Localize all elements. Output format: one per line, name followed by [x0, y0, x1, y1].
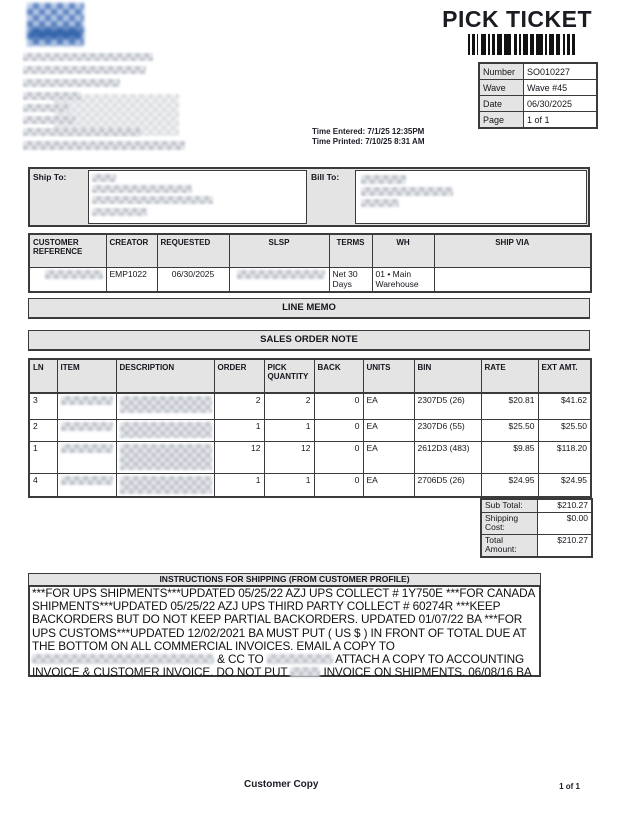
subtotal-label: Sub Total: [481, 499, 538, 512]
item-units: EA [363, 473, 414, 497]
terms-value: Net 30 Days [329, 268, 372, 293]
item-pick-qty: 12 [264, 441, 314, 473]
ship-to-label: Ship To: [33, 172, 67, 182]
col-customer-reference: CUSTOMER REFERENCE [29, 234, 106, 268]
col-description: DESCRIPTION [116, 359, 214, 393]
item-row [29, 441, 591, 473]
redacted-text [61, 476, 113, 485]
barcode [468, 34, 575, 55]
item-ext-amt: $41.62 [538, 393, 591, 419]
company-logo [27, 3, 84, 46]
item-pick-qty: 1 [264, 473, 314, 497]
requested-value: 06/30/2025 [157, 268, 229, 293]
item-ln: 1 [29, 441, 57, 473]
redacted-text [237, 270, 325, 279]
item-row [29, 393, 591, 419]
barcode-bar [504, 34, 511, 55]
item-ln: 4 [29, 473, 57, 497]
info-value-page: 1 of 1 [524, 112, 598, 129]
col-ln: LN [29, 359, 57, 393]
items-table [28, 358, 592, 498]
redacted-text [32, 654, 214, 664]
col-terms: TERMS [329, 234, 372, 268]
redacted-text [61, 422, 113, 431]
redacted-text [23, 53, 153, 61]
item-rate: $9.85 [481, 441, 538, 473]
barcode-bar [572, 34, 575, 55]
item-code-redacted [57, 419, 116, 441]
col-item: ITEM [57, 359, 116, 393]
slsp-value-redacted [229, 268, 329, 293]
item-order-qty: 2 [214, 393, 264, 419]
barcode-bar [536, 34, 543, 55]
info-value-number: SO010227 [524, 63, 598, 80]
ship-via-value [434, 268, 591, 293]
shipping-label: Shipping Cost: [481, 512, 538, 534]
redacted-text [120, 476, 212, 494]
order-header-table [28, 233, 592, 293]
item-units: EA [363, 393, 414, 419]
redacted-text [361, 199, 399, 207]
redacted-text [61, 444, 113, 453]
col-rate: RATE [481, 359, 538, 393]
redacted-text [120, 422, 212, 438]
item-units: EA [363, 419, 414, 441]
time-entered: Time Entered: 7/1/25 12:35PM [312, 127, 425, 136]
info-value-wave: Wave #45 [524, 80, 598, 96]
instructions-body: ***FOR UPS SHIPMENTS***UPDATED 05/25/22 AZJ UPS COLLECT # 1Y750E ***FOR CANADA SHIPMENTS***UPDATED 05/25/22 AZJ UPS THIRD PARTY COLLECT # 60274R ***KEEP BACKORDERS BUT DO NOT KEEP PARTIAL BACKORDERS. UPDATED 01/07/22 BA ***FOR UPS CUSTOMS***UPDATED 12/02/2021 BA MUST PUT ( US $ ) IN FRONT OF TOTAL DUE AT THE BOTTOM ON ALL COMMERCIAL INVOICES. EMAIL A COPY TO & CC TO ATTACH A COPY TO ACCOUNTING INVOICE & CUSTOMER INVOICE. DO NOT PUT INVOICE ON SHIPMENTS. 06/08/16 BA [28, 585, 541, 677]
item-description-redacted [116, 473, 214, 497]
item-description-redacted [116, 419, 214, 441]
redacted-text [92, 208, 147, 216]
bill-to-label: Bill To: [311, 172, 340, 182]
info-row-date [479, 96, 597, 112]
col-wh: WH [372, 234, 434, 268]
item-ext-amt: $24.95 [538, 473, 591, 497]
total-value: $210.27 [538, 534, 593, 557]
order-info-table [478, 62, 598, 129]
info-label: Page [479, 112, 524, 129]
shipping-value: $0.00 [538, 512, 593, 534]
footer-copy-label: Customer Copy [244, 779, 319, 790]
col-ext-amt: EXT AMT. [538, 359, 591, 393]
item-row [29, 419, 591, 441]
item-bin: 2612D3 (483) [414, 441, 481, 473]
ship-bill-section [28, 167, 590, 227]
col-order: ORDER [214, 359, 264, 393]
item-code-redacted [57, 473, 116, 497]
item-back-qty: 0 [314, 393, 363, 419]
item-rate: $24.95 [481, 473, 538, 497]
company-address-redacted [22, 52, 202, 156]
item-ext-amt: $118.20 [538, 441, 591, 473]
item-row [29, 473, 591, 497]
item-order-qty: 1 [214, 473, 264, 497]
item-back-qty: 0 [314, 419, 363, 441]
company-logo-band [29, 28, 81, 39]
info-label: Date [479, 96, 524, 112]
item-units: EA [363, 441, 414, 473]
order-header-row [29, 234, 591, 268]
info-row-wave [479, 80, 597, 96]
item-bin: 2706D5 (26) [414, 473, 481, 497]
info-label: Wave [479, 80, 524, 96]
redacted-text [23, 92, 81, 100]
col-bin: BIN [414, 359, 481, 393]
redacted-text [23, 128, 141, 136]
redacted-text [23, 79, 120, 87]
subtotal-value: $210.27 [538, 499, 593, 512]
subtotal-row [481, 499, 592, 512]
item-back-qty: 0 [314, 441, 363, 473]
col-back: BACK [314, 359, 363, 393]
item-ext-amt: $25.50 [538, 419, 591, 441]
redacted-text [92, 185, 192, 193]
customer-reference-redacted [29, 268, 106, 293]
item-pick-qty: 1 [264, 419, 314, 441]
item-description-redacted [116, 441, 214, 473]
total-label: Total Amount: [481, 534, 538, 557]
bill-to-address-redacted [355, 170, 587, 224]
info-row-number [479, 63, 597, 80]
instructions-title: INSTRUCTIONS FOR SHIPPING (FROM CUSTOMER PROFILE) [28, 573, 541, 585]
col-pick-quantity: PICK QUANTITY [264, 359, 314, 393]
redacted-text [45, 270, 103, 279]
redacted-text [120, 444, 212, 470]
item-description-redacted [116, 393, 214, 419]
item-order-qty: 12 [214, 441, 264, 473]
redacted-text [92, 196, 213, 204]
item-bin: 2307D5 (26) [414, 393, 481, 419]
info-label: Number [479, 63, 524, 80]
wh-value: 01 • Main Warehouse [372, 268, 434, 293]
col-slsp: SLSP [229, 234, 329, 268]
redacted-text [267, 654, 333, 664]
creator-value: EMP1022 [106, 268, 157, 293]
redacted-text [23, 141, 185, 150]
page-title: PICK TICKET [442, 6, 592, 32]
ship-to-address-redacted [88, 170, 307, 224]
time-printed: Time Printed: 7/10/25 8:31 AM [312, 136, 425, 146]
col-units: UNITS [363, 359, 414, 393]
item-bin: 2307D6 (55) [414, 419, 481, 441]
item-rate: $25.50 [481, 419, 538, 441]
info-value-date: 06/30/2025 [524, 96, 598, 112]
col-requested: REQUESTED [157, 234, 229, 268]
item-code-redacted [57, 393, 116, 419]
shipping-row [481, 512, 592, 534]
redacted-text [23, 104, 69, 112]
redacted-text [23, 66, 146, 74]
line-memo-bar: LINE MEMO [28, 298, 590, 319]
item-pick-qty: 2 [264, 393, 314, 419]
col-ship-via: SHIP VIA [434, 234, 591, 268]
sales-order-note-bar: SALES ORDER NOTE [28, 330, 590, 351]
redacted-text [120, 396, 212, 413]
redacted-text [361, 175, 406, 184]
items-header-row [29, 359, 591, 393]
redacted-text [290, 667, 320, 677]
redacted-text [23, 116, 75, 124]
info-row-page [479, 112, 597, 129]
col-creator: CREATOR [106, 234, 157, 268]
time-stamps [312, 127, 425, 146]
footer-page-number: 1 of 1 [559, 782, 580, 791]
item-code-redacted [57, 441, 116, 473]
item-back-qty: 0 [314, 473, 363, 497]
total-row [481, 534, 592, 557]
item-order-qty: 1 [214, 419, 264, 441]
items-tbody [29, 393, 591, 497]
redacted-text [92, 174, 116, 182]
item-ln: 2 [29, 419, 57, 441]
item-rate: $20.81 [481, 393, 538, 419]
item-ln: 3 [29, 393, 57, 419]
order-values-row [29, 268, 591, 293]
redacted-text [61, 396, 113, 405]
redacted-text [361, 187, 453, 196]
totals-table [480, 498, 593, 558]
